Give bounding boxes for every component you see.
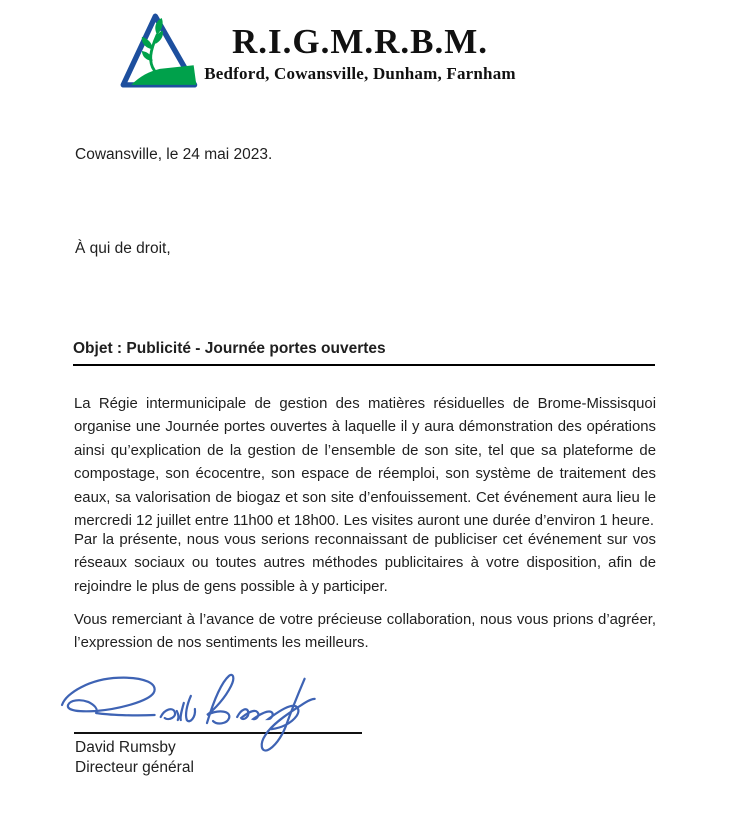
org-acronym: R.I.G.M.R.B.M. <box>231 22 489 61</box>
paragraph-3: Vous remerciant à l’avance de votre précieuse collaboration, nous vous prions d’agréer, l’expression de nos sentiments les meilleurs. <box>74 611 656 652</box>
handwritten-signature <box>56 670 368 758</box>
signer-title: Directeur général <box>75 759 194 776</box>
salutation: À qui de droit, <box>75 240 171 257</box>
org-municipalities: Bedford, Cowansville, Dunham, Farnham <box>204 63 516 83</box>
paragraph-2: Par la présente, nous vous serions reconnaissant de publiciser cet événement sur vos réseaux sociaux ou toutes autres méthodes publicitaires à votre disposition, afin de rejoindre le plus de gens possible à y participer. <box>74 531 656 595</box>
letterhead <box>170 24 550 84</box>
subject-line: Objet : Publicité - Journée portes ouvertes <box>73 340 655 366</box>
paragraph-1: La Régie intermunicipale de gestion des matières résiduelles de Brome-Missisquoi organise une Journée portes ouvertes à laquelle il y aura démonstration des opérations ainsi qu’explication de la gestion de l’ensemble de son site, tel que sa plateforme de compostage, son écocentre, son espace de réemploi, son système de traitement des eaux, sa valorisation de biogaz et son site d’enfouissement. Cet événement aura lieu le mercredi 12 juillet entre 11h00 et 18h00. Les visites auront une durée d’environ 1 heure. <box>74 395 656 529</box>
signer-name: David Rumsby <box>75 739 176 756</box>
dateline: Cowansville, le 24 mai 2023. <box>75 146 273 163</box>
